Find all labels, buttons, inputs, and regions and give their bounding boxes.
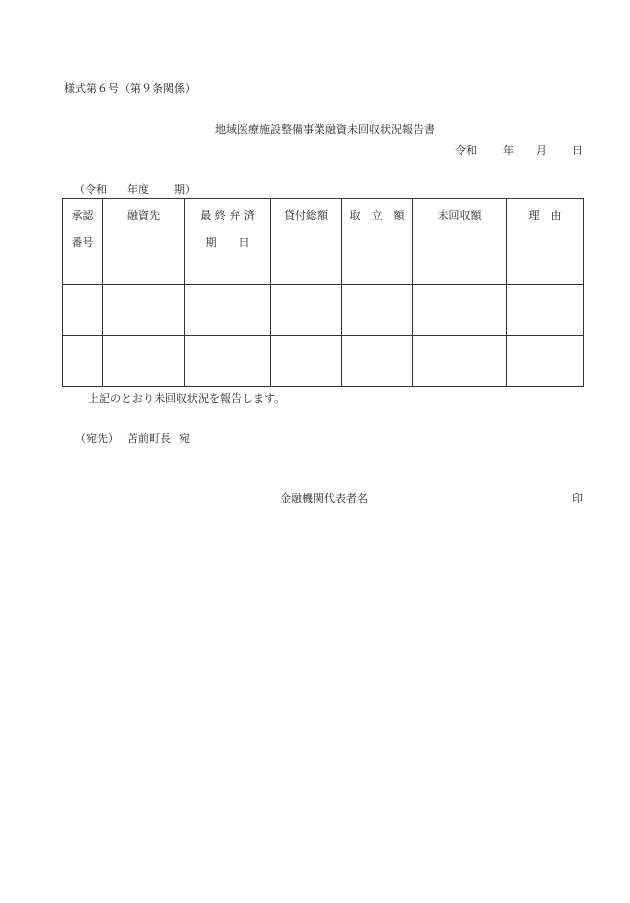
table-cell[interactable] — [63, 285, 103, 336]
addressee-name: 苫前町長 — [127, 432, 171, 445]
header-cell — [185, 199, 271, 285]
header-cell — [103, 199, 185, 285]
table-cell[interactable] — [507, 336, 584, 387]
table-row — [63, 336, 584, 387]
header-cell — [63, 199, 103, 285]
header-uncollected-amount: 未回収額 — [437, 209, 482, 222]
addressee-suffix: 宛 — [179, 432, 190, 445]
table-cell[interactable] — [271, 285, 342, 336]
header-cell — [342, 199, 413, 285]
date-month: 月 — [536, 144, 547, 157]
header-cell — [413, 199, 507, 285]
addressee-label: （宛先） — [75, 432, 119, 445]
table-cell[interactable] — [185, 336, 271, 387]
table-cell[interactable] — [342, 285, 413, 336]
table-cell[interactable] — [103, 336, 185, 387]
table-cell[interactable] — [103, 285, 185, 336]
table-row — [63, 285, 584, 336]
header-approval-number: 承認 番号 — [71, 209, 94, 249]
representative-label: 金融機関代表者名 — [280, 492, 368, 505]
seal-mark: 印 — [572, 492, 583, 505]
table-cell[interactable] — [413, 336, 507, 387]
date-day: 日 — [572, 144, 583, 157]
report-table — [62, 198, 584, 387]
header-borrower: 融資先 — [127, 209, 160, 222]
table-cell[interactable] — [63, 336, 103, 387]
header-reason: 理 由 — [528, 209, 562, 222]
header-loan-total: 貸付総額 — [284, 209, 328, 222]
date-era: 令和 — [455, 144, 477, 157]
table-cell[interactable] — [271, 336, 342, 387]
header-cell — [507, 199, 584, 285]
addressee — [75, 433, 198, 444]
table-cell[interactable] — [342, 336, 413, 387]
table-cell[interactable] — [413, 285, 507, 336]
form-number: 様式第６号（第９条関係） — [64, 82, 196, 95]
table-header-row — [63, 199, 584, 285]
table-cell[interactable] — [185, 285, 271, 336]
period-open: （令和 — [74, 183, 107, 196]
period-fiscal-year: 年度 — [127, 183, 149, 196]
header-cell — [271, 199, 342, 285]
document-title: 地域医療施設整備事業融資未回収状況報告書 — [215, 123, 435, 136]
header-collected-amount: 取 立 額 — [349, 209, 405, 222]
period-term: 期） — [174, 183, 196, 196]
table-cell[interactable] — [507, 285, 584, 336]
report-sentence: 上記のとおり未回収状況を報告します。 — [88, 392, 286, 405]
header-final-repayment-date: 最 終 弁 済 期 日 — [200, 209, 255, 249]
date-year: 年 — [503, 144, 514, 157]
